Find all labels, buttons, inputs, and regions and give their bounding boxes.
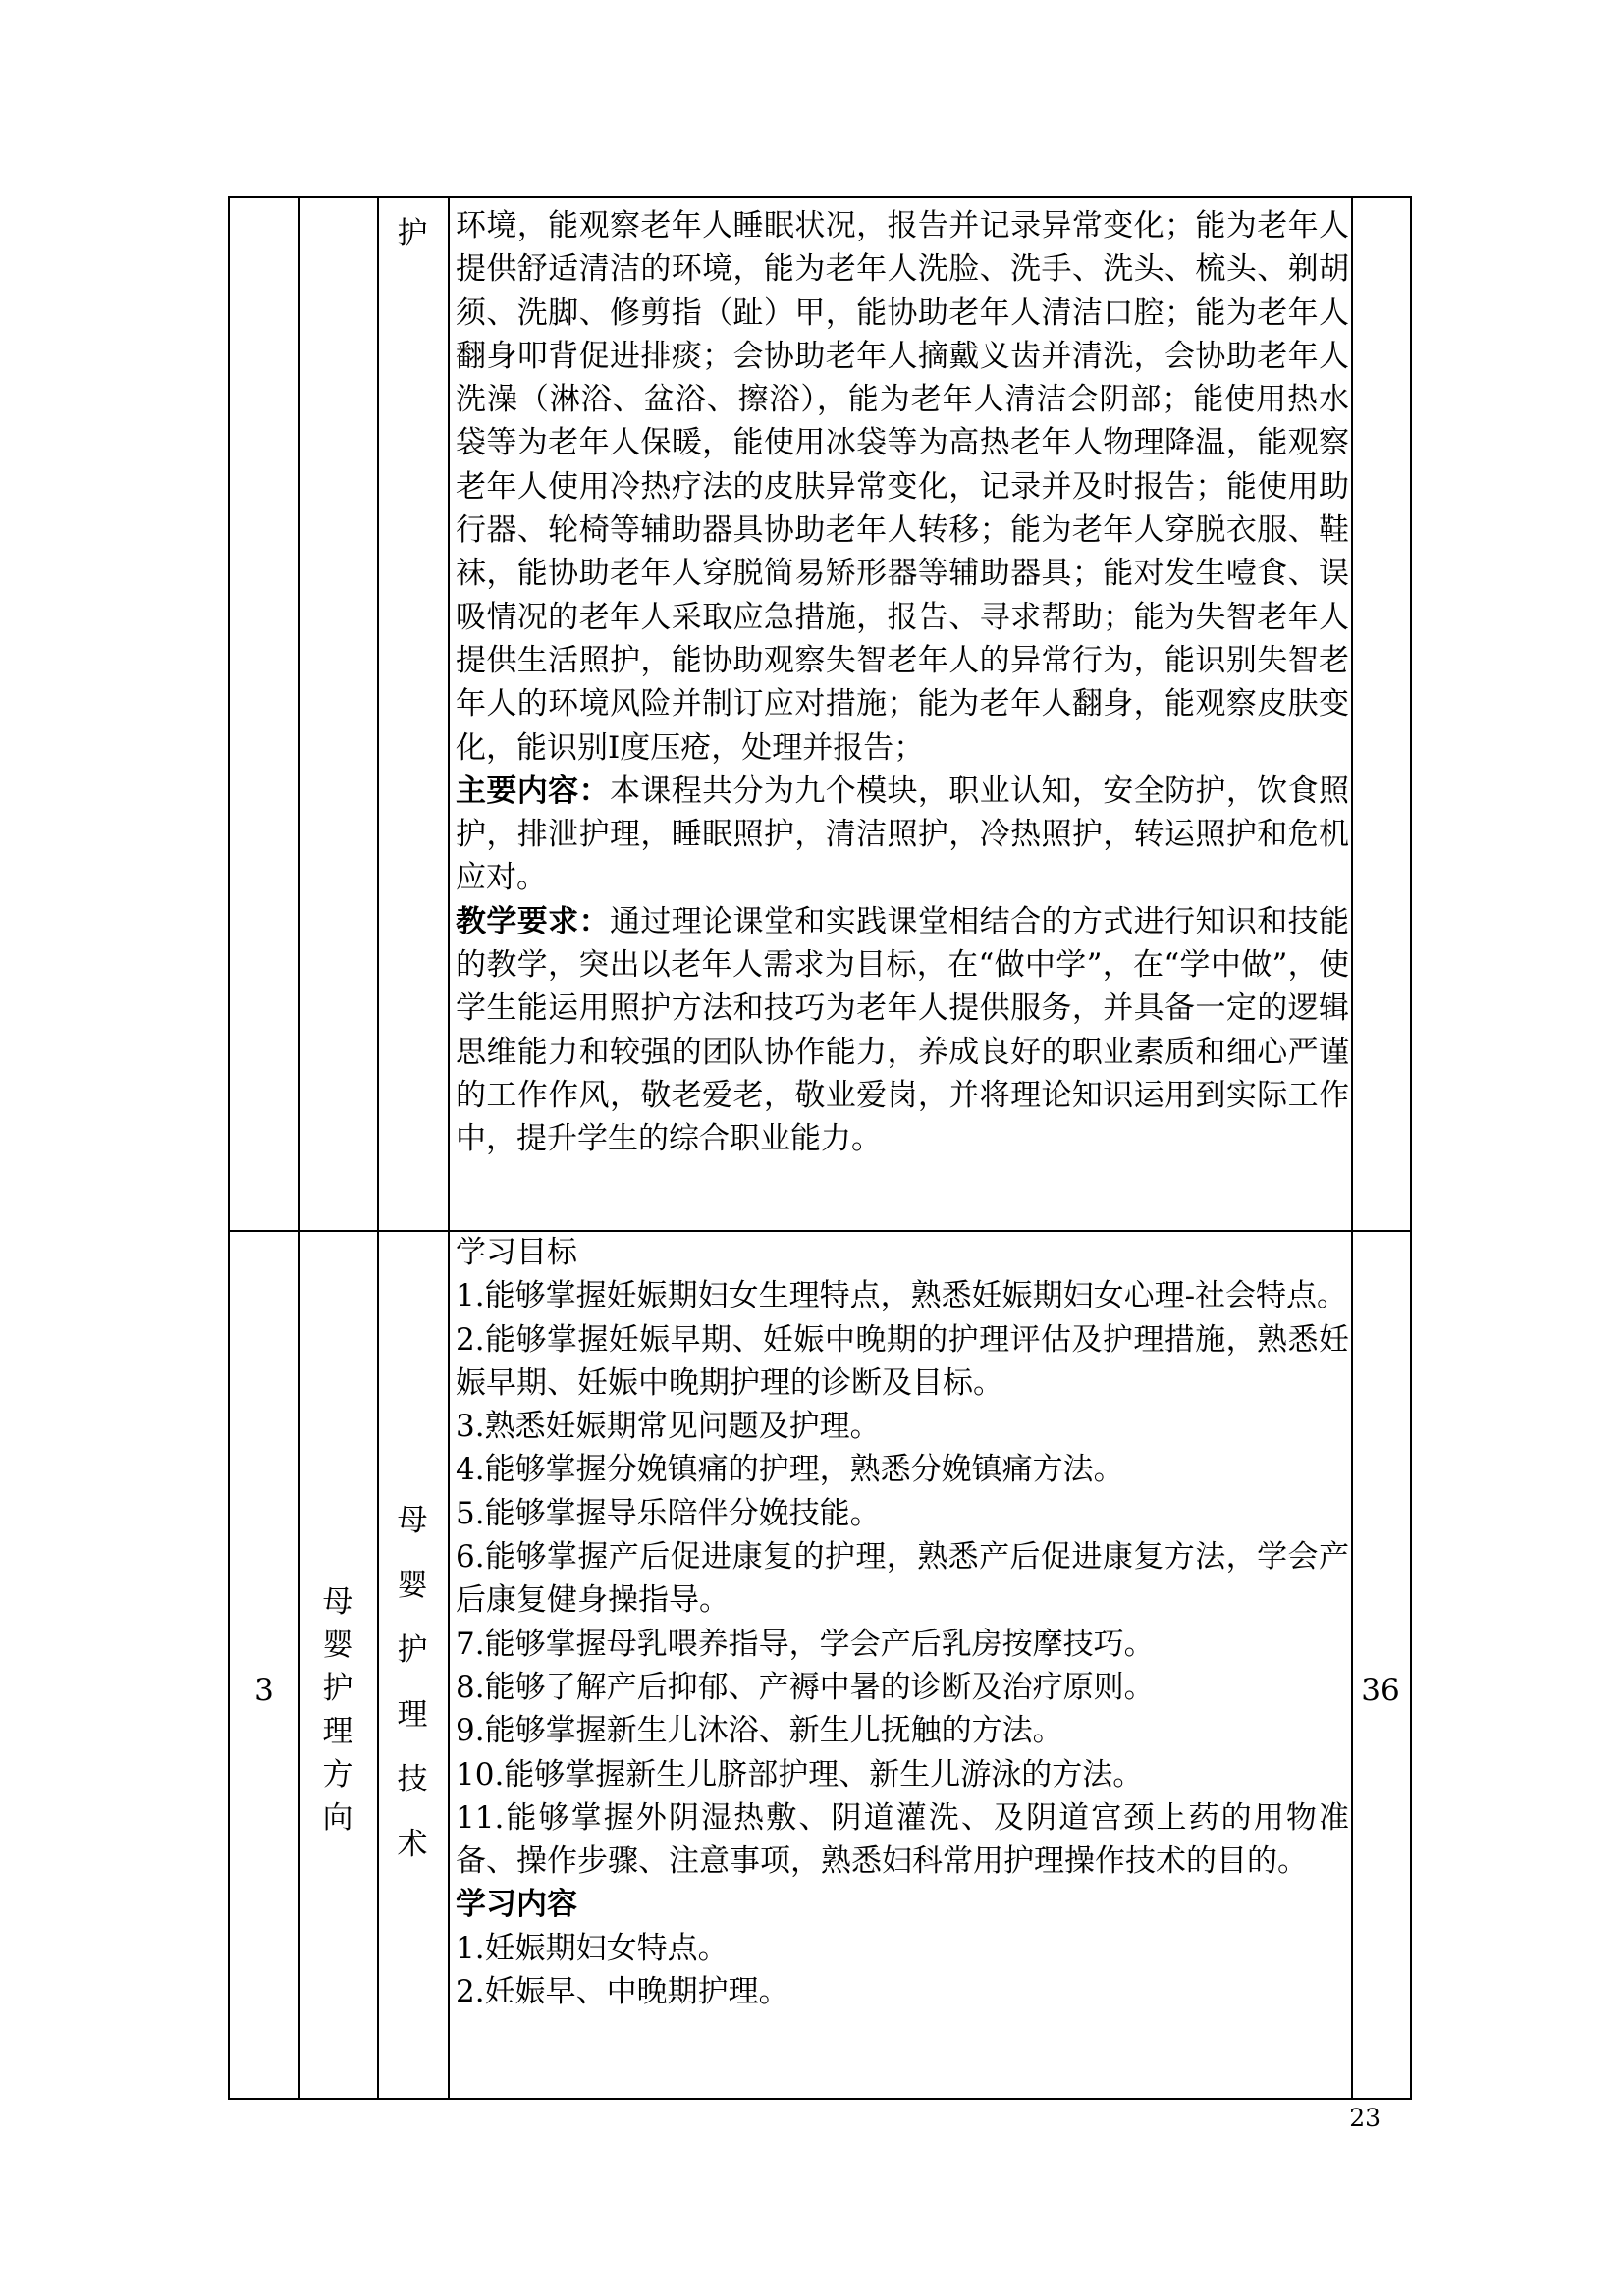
main-content-label: 主要内容：: [456, 773, 610, 809]
course-description-cell-continued: [456, 204, 1349, 1161]
course-description-cell: [456, 1231, 1349, 2013]
column-divider: [1351, 198, 1353, 2098]
course-name-char: 母: [397, 1503, 428, 1538]
objective-item: 11.能够掌握外阴湿热敷、阴道灌洗、及阴道宫颈上药的用物准备、操作步骤、注意事项，熟悉妇科常用护理操作技术的目的。: [456, 1799, 1349, 1880]
course-name-cell: [377, 1488, 448, 1877]
course-name-cell-continued: [377, 212, 448, 255]
direction-char: 理: [322, 1714, 353, 1749]
objective-item: 2.能够掌握妊娠早期、妊娠中晚期的护理评估及护理措施，熟悉妊娠早期、妊娠中晚期护理的诊断及目标。: [456, 1321, 1349, 1401]
objective-item: 7.能够掌握母乳喂养指导，学会产后乳房按摩技巧。: [456, 1626, 1155, 1662]
hours-value: 36: [1361, 1673, 1400, 1708]
course-name-char: 护: [397, 1632, 428, 1668]
direction-char: 母: [322, 1584, 353, 1620]
direction-cell: [298, 1580, 377, 1840]
direction-char: 向: [322, 1800, 353, 1836]
hours-cell: [1351, 1673, 1410, 1708]
column-divider: [448, 198, 450, 2098]
objectives-title: 学习目标: [456, 1235, 577, 1270]
main-content-paragraph: [456, 770, 1349, 900]
course-name-char: 术: [397, 1827, 428, 1862]
content-item: 1.妊娠期妇女特点。: [456, 1930, 729, 1966]
direction-char: 婴: [322, 1628, 353, 1663]
teaching-requirements-label: 教学要求：: [456, 903, 610, 939]
teaching-requirements-text: 通过理论课堂和实践课堂相结合的方式进行知识和技能的教学，突出以老年人需求为目标，在“做中学”，在“学中做”，使学生能运用照护方法和技巧为老年人提供服务，并具备一定的逻辑思维能力和较强的团队协作能力，养成良好的职业素质和细心严谨的工作作风，敬老爱老，敬业爱岗，并将理论知识运用到实际工作中，提升学生的综合职业能力。: [456, 903, 1350, 1157]
objective-item: 4.能够掌握分娩镇痛的护理，熟悉分娩镇痛方法。: [456, 1452, 1124, 1488]
teaching-requirements-paragraph: [456, 900, 1349, 1161]
objective-item: 8.能够了解产后抑郁、产褥中暑的诊断及治疗原则。: [456, 1669, 1155, 1705]
objective-item: 5.能够掌握导乐陪伴分娩技能。: [456, 1495, 881, 1531]
main-content-text: 本课程共分为九个模块，职业认知，安全防护，饮食照护，排泄护理，睡眠照护，清洁照护，冷热照护，转运照护和危机应对。: [456, 773, 1350, 896]
row-number: 3: [254, 1673, 274, 1708]
content-item: 2.妊娠早、中晚期护理。: [456, 1974, 789, 2010]
objective-item: 10.能够掌握新生儿脐部护理、新生儿游泳的方法。: [456, 1756, 1144, 1792]
course-name-char: 理: [397, 1697, 428, 1733]
content-title: 学习内容: [456, 1887, 577, 1923]
requirements-paragraph: 环境，能观察老年人睡眠状况，报告并记录异常变化；能为老年人提供舒适清洁的环境，能为老年人洗脸、洗手、洗头、梳头、剃胡须、洗脚、修剪指（趾）甲，能协助老年人清洁口腔；能为老年人翻身叩背促进排痰；会协助老年人摘戴义齿并清洗，会协助老年人洗澡（淋浴、盆浴、擦浴），能为老年人清洁会阴部；能使用热水袋等为老年人保暖，能使用冰袋等为高热老年人物理降温，能观察老年人使用冷热疗法的皮肤异常变化，记录并及时报告；能使用助行器、轮椅等辅助器具协助老年人转移；能为老年人穿脱衣服、鞋袜，能协助老年人穿脱简易矫形器等辅助器具；能对发生噎食、误吸情况的老年人采取应急措施，报告、寻求帮助；能为失智老年人提供生活照护，能协助观察失智老年人的异常行为，能识别失智老年人的环境风险并制订应对措施；能为老年人翻身，能观察皮肤变化，能识别Ⅰ度压疮，处理并报告；: [456, 208, 1349, 766]
course-name-char: 技: [397, 1762, 428, 1797]
direction-char: 护: [322, 1671, 353, 1706]
curriculum-table: [228, 196, 1412, 2100]
page-number: 23: [1349, 2104, 1380, 2132]
objective-item: 3.熟悉妊娠期常见问题及护理。: [456, 1409, 881, 1445]
objective-item: 6.能够掌握产后促进康复的护理，熟悉产后促进康复方法，学会产后康复健身操指导。: [456, 1539, 1349, 1619]
direction-char: 方: [322, 1757, 353, 1792]
course-name-char: 婴: [397, 1568, 428, 1603]
objective-item: 9.能够掌握新生儿沐浴、新生儿抚触的方法。: [456, 1713, 1063, 1749]
course-name-char: 护: [397, 216, 428, 251]
objective-item: 1.能够掌握妊娠期妇女生理特点，熟悉妊娠期妇女心理-社会特点。: [456, 1278, 1348, 1314]
row-number-cell: [230, 1673, 298, 1708]
